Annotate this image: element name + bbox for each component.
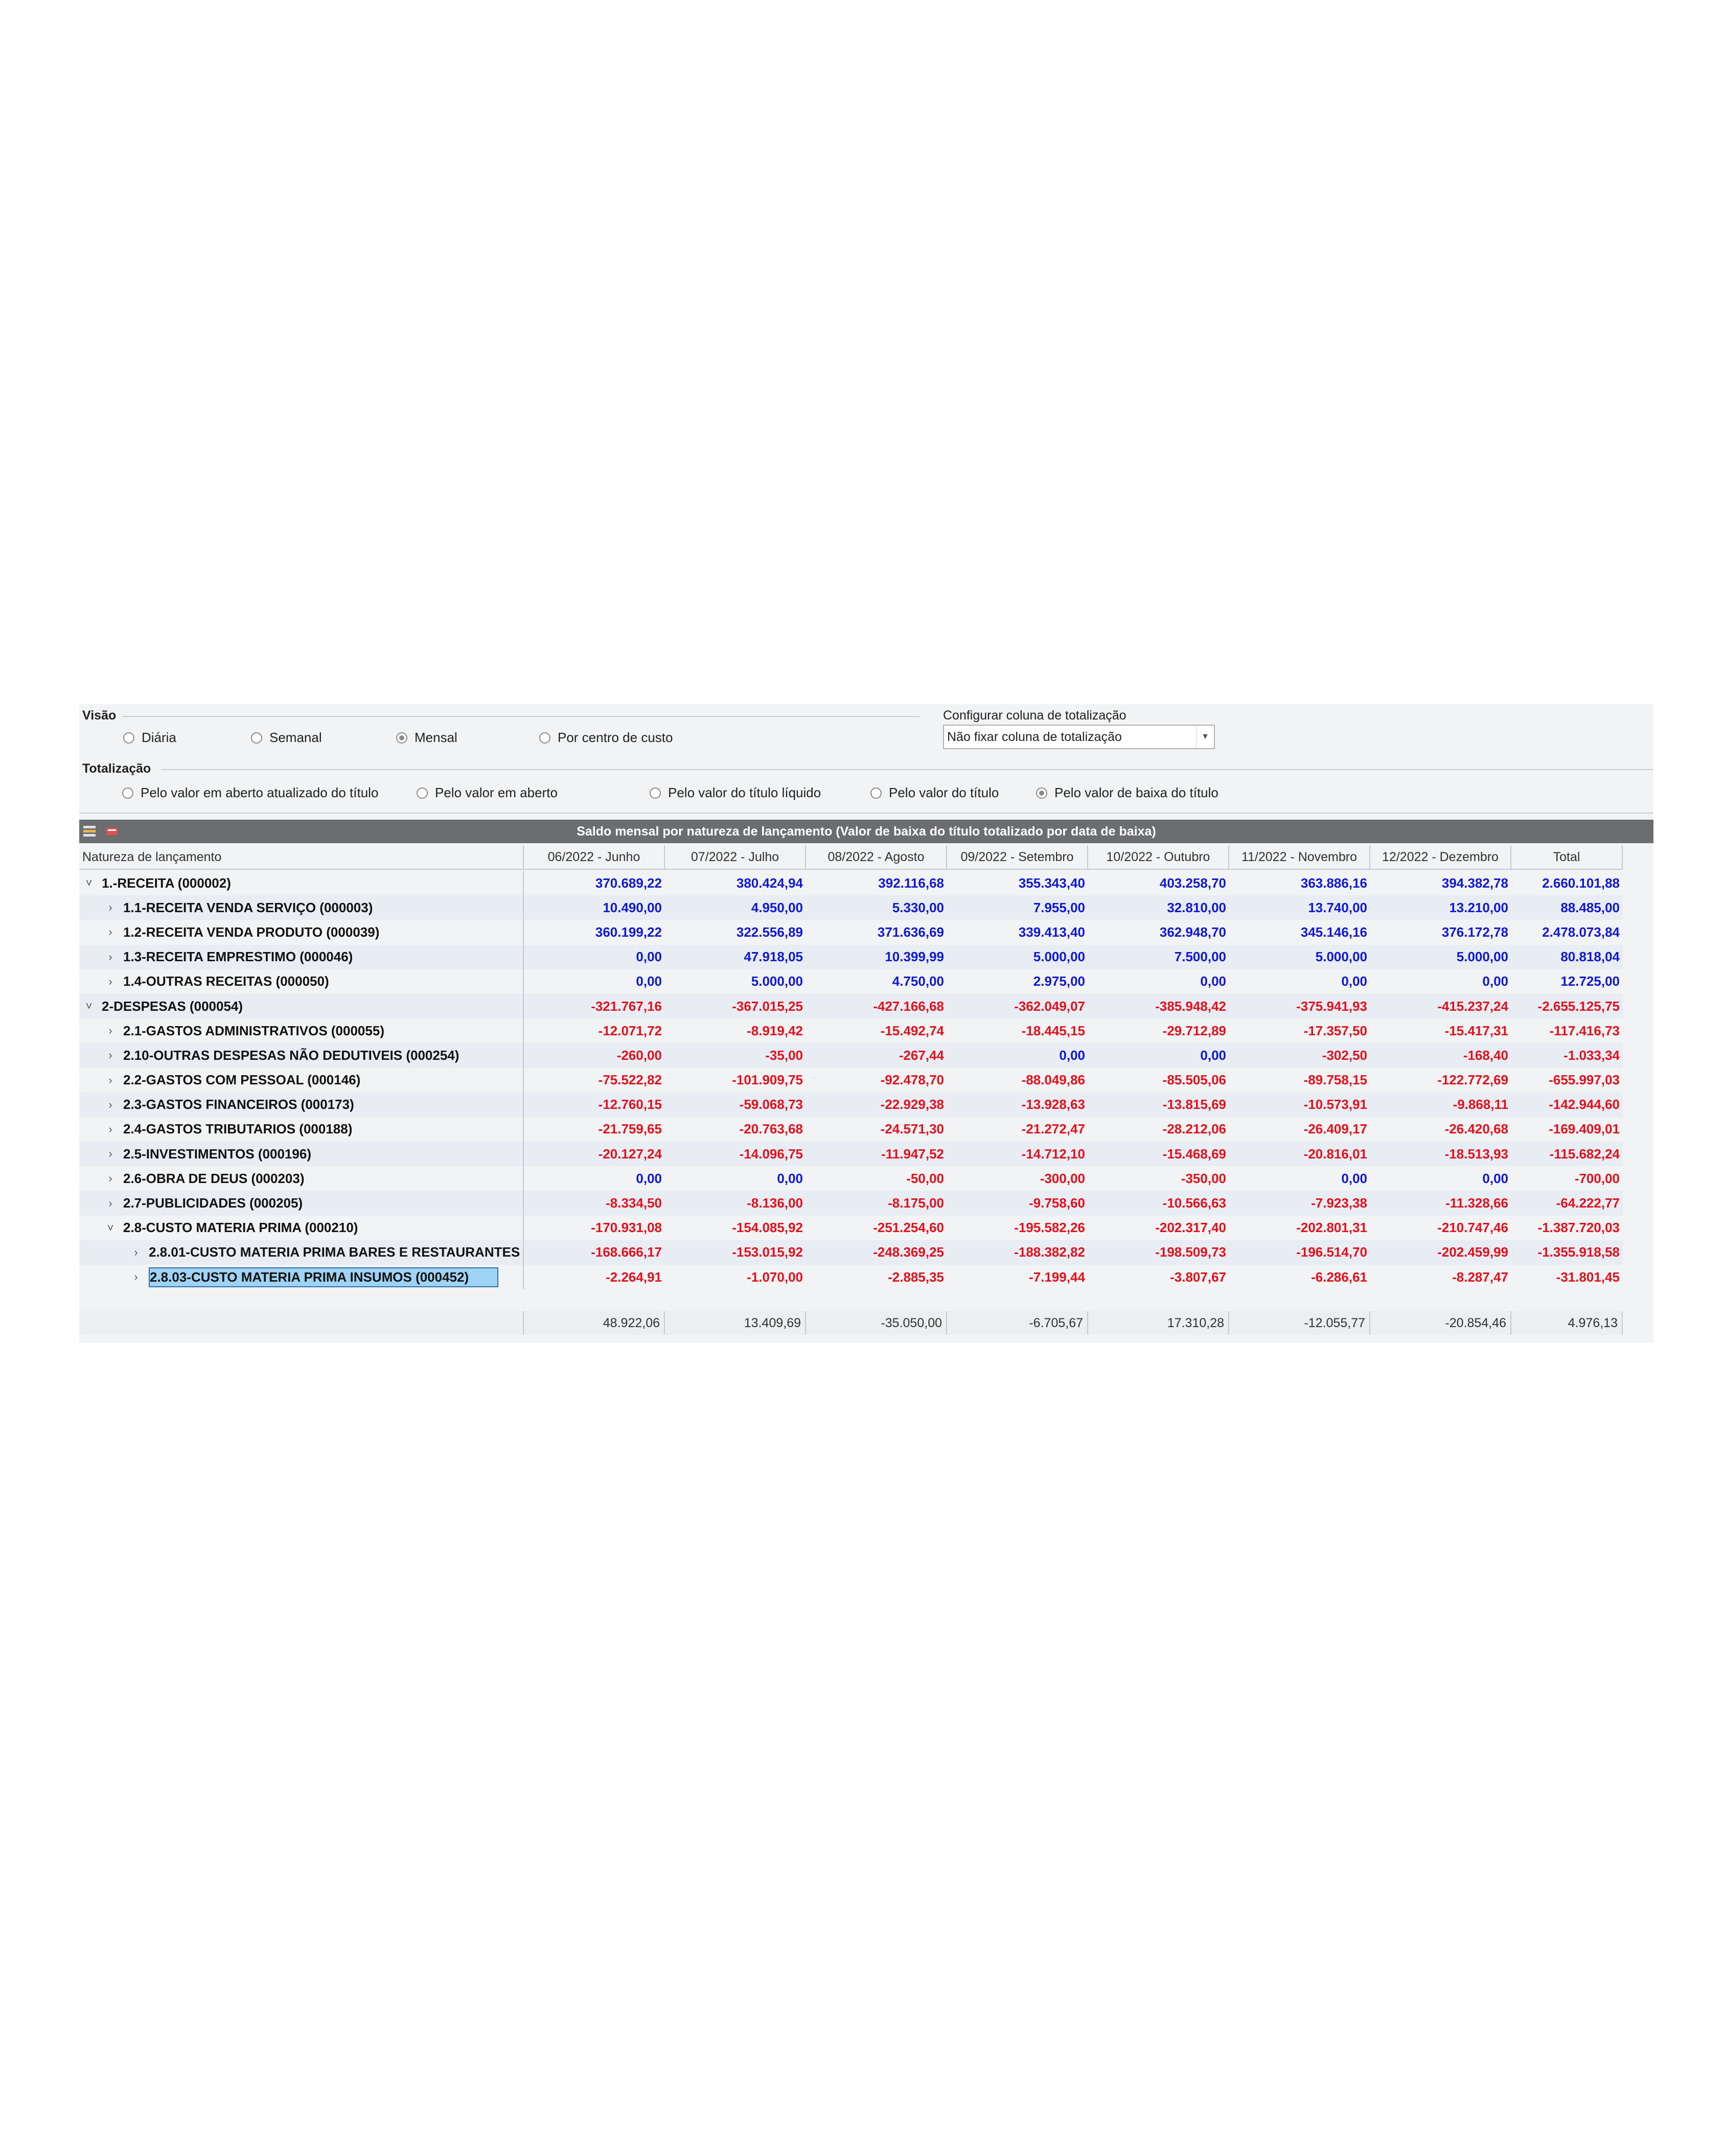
column-header-8[interactable]: Total — [1511, 845, 1623, 870]
value-cell: -1.387.720,03 — [1537, 1220, 1620, 1236]
value-cell: -375.941,93 — [1296, 998, 1367, 1014]
row-label-cell[interactable] — [79, 1142, 524, 1166]
value-cell: 2.660.101,88 — [1542, 875, 1620, 891]
value-cell: 0,00 — [1200, 1047, 1226, 1063]
radio-label: Mensal — [415, 730, 457, 745]
chevron-right-icon[interactable]: › — [108, 1073, 112, 1086]
value-cell: -10.566,63 — [1162, 1195, 1226, 1211]
visao-divider — [122, 716, 919, 717]
value-cell: 10.490,00 — [603, 899, 662, 915]
value-cell: -13.815,69 — [1162, 1097, 1226, 1112]
value-cell: -15.417,31 — [1444, 1023, 1508, 1038]
value-cell: -21.759,65 — [598, 1121, 662, 1137]
value-cell: 322.556,89 — [736, 924, 803, 940]
column-header-1[interactable]: 06/2022 - Junho — [524, 845, 665, 870]
radio-label: Pelo valor de baixa do título — [1054, 785, 1218, 800]
row-label-cell[interactable] — [79, 1240, 524, 1265]
radio-label: Pelo valor em aberto — [435, 785, 558, 800]
value-cell: 376.172,78 — [1441, 924, 1508, 940]
radio-label: Pelo valor do título — [889, 785, 999, 800]
value-cell: 5.000,00 — [1456, 949, 1508, 965]
radio-button-icon[interactable] — [539, 732, 550, 744]
chevron-down-icon[interactable]: ˅ — [107, 1221, 114, 1234]
value-cell: -300,00 — [1040, 1170, 1085, 1186]
row-label-cell[interactable] — [79, 969, 524, 994]
table-row[interactable] — [79, 1093, 1623, 1117]
value-cell: -15.468,69 — [1162, 1146, 1226, 1162]
row-label-cell[interactable] — [79, 1018, 524, 1043]
value-cell: -2.655.125,75 — [1537, 998, 1620, 1014]
value-cell: -122.772,69 — [1437, 1072, 1508, 1088]
value-cell: 0,00 — [1059, 1047, 1085, 1063]
footer-label-cell — [79, 1311, 524, 1335]
row-label: 2.5-INVESTIMENTOS (000196) — [123, 1146, 311, 1162]
radio-button-icon[interactable] — [1036, 787, 1047, 799]
value-cell: -350,00 — [1181, 1170, 1226, 1186]
table-row[interactable] — [79, 871, 1623, 895]
value-cell: -153.015,92 — [732, 1244, 803, 1260]
table-row[interactable] — [79, 969, 1623, 994]
row-label-cell[interactable] — [79, 1068, 524, 1093]
value-cell: -7.923,38 — [1311, 1195, 1367, 1211]
value-cell: 339.413,40 — [1018, 924, 1085, 940]
value-cell: -29.712,89 — [1162, 1023, 1226, 1038]
value-cell: -89.758,15 — [1303, 1072, 1367, 1088]
row-label-cell[interactable] — [79, 1216, 524, 1240]
row-label-cell[interactable] — [79, 994, 524, 1018]
value-cell: -248.369,25 — [873, 1244, 944, 1260]
value-cell: -260,00 — [616, 1047, 662, 1063]
value-cell: -12.071,72 — [598, 1023, 662, 1038]
value-cell: -8.175,00 — [888, 1195, 944, 1211]
value-cell: 0,00 — [1341, 973, 1367, 989]
radio-pelo-valor-em-aberto[interactable] — [417, 785, 558, 801]
chevron-right-icon[interactable]: › — [108, 975, 112, 988]
chevron-down-icon[interactable]: ▼ — [1196, 726, 1214, 748]
value-cell: -9.868,11 — [1453, 1097, 1508, 1112]
value-cell: 5.000,00 — [1033, 949, 1085, 965]
footer-total-cell: -6.705,67 — [947, 1311, 1088, 1335]
value-cell: -3.807,67 — [1170, 1269, 1226, 1285]
radio-button-icon[interactable] — [122, 787, 133, 799]
row-label: 1.1-RECEITA VENDA SERVIÇO (000003) — [123, 899, 373, 915]
row-label: 1.2-RECEITA VENDA PRODUTO (000039) — [123, 924, 380, 940]
chevron-right-icon[interactable]: › — [108, 1098, 112, 1111]
column-header-natureza[interactable]: Natureza de lançamento — [79, 845, 524, 870]
value-cell: -169.409,01 — [1549, 1121, 1620, 1137]
footer-total-cell: -12.055,77 — [1229, 1311, 1370, 1335]
value-cell: 0,00 — [777, 1170, 803, 1186]
value-cell: 7.955,00 — [1033, 899, 1085, 915]
chevron-right-icon[interactable]: › — [108, 1024, 112, 1037]
value-cell: -88.049,86 — [1021, 1072, 1085, 1088]
value-cell: 345.146,16 — [1300, 924, 1367, 940]
value-cell: -26.409,17 — [1303, 1121, 1367, 1137]
row-label-cell[interactable] — [79, 1166, 524, 1191]
totalizacao-divider — [161, 769, 1653, 770]
value-cell: -198.509,73 — [1155, 1244, 1226, 1260]
value-cell: -362.049,07 — [1014, 998, 1085, 1014]
value-cell: 360.199,22 — [595, 924, 662, 940]
value-cell: 2.478.073,84 — [1542, 924, 1620, 940]
value-cell: 0,00 — [1482, 1170, 1508, 1186]
table-row[interactable] — [79, 1018, 1623, 1043]
value-cell: -385.948,42 — [1155, 998, 1226, 1014]
chevron-right-icon[interactable]: › — [108, 1122, 112, 1135]
value-cell: -92.478,70 — [880, 1072, 944, 1088]
export-icon[interactable] — [105, 824, 119, 838]
footer-total-cell: 48.922,06 — [524, 1311, 665, 1335]
radio-button-icon[interactable] — [417, 787, 428, 799]
value-cell: -14.712,10 — [1021, 1146, 1085, 1162]
footer-total-cell: 4.976,13 — [1511, 1311, 1623, 1335]
value-cell: -202.459,99 — [1437, 1244, 1508, 1260]
value-cell: -168,40 — [1463, 1047, 1508, 1063]
value-cell: -251.254,60 — [873, 1220, 944, 1236]
value-cell: 0,00 — [636, 1170, 662, 1186]
chevron-down-icon[interactable]: ˅ — [85, 1000, 93, 1013]
column-header-6[interactable]: 11/2022 - Novembro — [1229, 845, 1370, 870]
value-cell: -9.758,60 — [1029, 1195, 1085, 1211]
table-row[interactable] — [79, 1117, 1623, 1142]
value-cell: -59.068,73 — [739, 1097, 803, 1112]
chevron-right-icon[interactable]: › — [108, 1172, 112, 1185]
value-cell: -35,00 — [765, 1047, 803, 1063]
row-label: 2-DESPESAS (000054) — [102, 998, 243, 1014]
table-row[interactable] — [79, 920, 1623, 944]
table-row[interactable] — [79, 1068, 1623, 1093]
row-label: 2.10-OUTRAS DESPESAS NÃO DEDUTIVEIS (000254) — [123, 1047, 459, 1063]
value-cell: -50,00 — [906, 1170, 944, 1186]
column-header-7[interactable]: 12/2022 - Dezembro — [1370, 845, 1511, 870]
value-cell: -267,44 — [899, 1047, 944, 1063]
value-cell: 403.258,70 — [1159, 875, 1226, 891]
value-cell: -700,00 — [1574, 1170, 1620, 1186]
value-cell: 0,00 — [636, 973, 662, 989]
footer-total-cell: -20.854,46 — [1370, 1311, 1511, 1335]
column-header-5[interactable]: 10/2022 - Outubro — [1088, 845, 1229, 870]
value-cell: -196.514,70 — [1296, 1244, 1367, 1260]
value-cell: -210.747,46 — [1437, 1220, 1508, 1236]
value-cell: -18.445,15 — [1021, 1023, 1085, 1038]
value-cell: -655.997,03 — [1549, 1072, 1620, 1088]
value-cell: 32.810,00 — [1167, 899, 1226, 915]
value-cell: 380.424,94 — [736, 875, 803, 891]
value-cell: 4.950,00 — [751, 899, 803, 915]
grid-footer — [79, 1311, 1623, 1335]
value-cell: 13.210,00 — [1449, 899, 1508, 915]
table-row[interactable] — [79, 1043, 1623, 1068]
row-label: 2.3-GASTOS FINANCEIROS (000173) — [123, 1097, 354, 1112]
chevron-right-icon[interactable]: › — [108, 901, 112, 914]
value-cell: -24.571,30 — [880, 1121, 944, 1137]
chevron-right-icon[interactable]: › — [134, 1245, 138, 1259]
footer-total-cell: 13.409,69 — [665, 1311, 806, 1335]
radio-pelo-valor-de-baixa-do-t-tulo[interactable] — [1036, 785, 1218, 801]
radio-di-ria[interactable] — [123, 730, 176, 746]
value-cell: 5.330,00 — [892, 899, 944, 915]
value-cell: -15.492,74 — [880, 1023, 944, 1038]
value-cell: -7.199,44 — [1029, 1269, 1085, 1285]
radio-button-icon[interactable] — [396, 732, 407, 744]
row-label: 2.7-PUBLICIDADES (000205) — [123, 1195, 303, 1211]
radio-label: Pelo valor em aberto atualizado do título — [141, 785, 379, 800]
value-cell: 2.975,00 — [1033, 973, 1085, 989]
visao-title: Visão — [82, 708, 117, 723]
row-label-cell[interactable] — [79, 1191, 524, 1215]
grid-settings-icon[interactable] — [82, 824, 97, 838]
grid-top-divider — [79, 813, 1653, 814]
radio-button-icon[interactable] — [251, 732, 262, 744]
value-cell: -26.420,68 — [1444, 1121, 1508, 1137]
value-cell: -202.801,31 — [1296, 1220, 1367, 1236]
value-cell: -168.666,17 — [591, 1244, 662, 1260]
value-cell: -427.166,68 — [873, 998, 944, 1014]
row-label: 2.8.01-CUSTO MATERIA PRIMA BARES E RESTAURANTES — [149, 1244, 520, 1260]
value-cell: -142.944,60 — [1549, 1097, 1620, 1112]
footer-total-cell: 17.310,28 — [1088, 1311, 1229, 1335]
totalizacao-title: Totalização — [82, 761, 151, 776]
value-cell: -188.382,82 — [1014, 1244, 1085, 1260]
value-cell: 5.000,00 — [751, 973, 803, 989]
value-cell: -14.096,75 — [739, 1146, 803, 1162]
value-cell: -6.286,61 — [1311, 1269, 1367, 1285]
value-cell: -64.222,77 — [1556, 1195, 1620, 1211]
value-cell: 7.500,00 — [1174, 949, 1226, 965]
row-label: 2.2-GASTOS COM PESSOAL (000146) — [123, 1072, 361, 1088]
row-label: 2.4-GASTOS TRIBUTARIOS (000188) — [123, 1121, 353, 1137]
radio-mensal[interactable] — [396, 730, 457, 746]
row-label: 1.4-OUTRAS RECEITAS (000050) — [123, 973, 329, 989]
radio-label: Por centro de custo — [558, 730, 673, 745]
value-cell: -18.513,93 — [1444, 1146, 1508, 1162]
value-cell: -8.919,42 — [747, 1023, 803, 1038]
chevron-right-icon[interactable]: › — [108, 1147, 112, 1161]
radio-label: Diária — [142, 730, 176, 745]
value-cell: 88.485,00 — [1560, 899, 1620, 915]
chevron-right-icon[interactable]: › — [108, 1196, 112, 1210]
chevron-right-icon[interactable]: › — [108, 1049, 112, 1062]
row-label: 2.1-GASTOS ADMINISTRATIVOS (000055) — [123, 1023, 384, 1038]
value-cell: -1.355.918,58 — [1537, 1244, 1620, 1260]
value-cell: -17.357,50 — [1303, 1023, 1367, 1038]
table-row[interactable] — [79, 1166, 1623, 1191]
row-label-cell[interactable] — [79, 1117, 524, 1142]
value-cell: -195.582,26 — [1014, 1220, 1085, 1236]
value-cell: 4.750,00 — [892, 973, 944, 989]
value-cell: 392.116,68 — [878, 875, 944, 891]
value-cell: -21.272,47 — [1021, 1121, 1085, 1137]
row-label: 1.3-RECEITA EMPRESTIMO (000046) — [123, 949, 353, 965]
radio-button-icon[interactable] — [650, 787, 661, 799]
value-cell: 10.399,99 — [885, 949, 944, 965]
chevron-right-icon[interactable]: › — [108, 925, 112, 939]
value-cell: -13.928,63 — [1021, 1097, 1085, 1112]
config-title: Configurar coluna de totalização — [943, 708, 1126, 723]
radio-semanal[interactable] — [251, 730, 322, 746]
radio-label: Pelo valor do título líquido — [668, 785, 821, 800]
value-cell: -101.909,75 — [732, 1072, 803, 1088]
value-cell: -202.317,40 — [1155, 1220, 1226, 1236]
row-label-cell[interactable] — [79, 945, 524, 969]
value-cell: -302,50 — [1322, 1047, 1367, 1063]
radio-pelo-valor-em-aberto-atualizado-do-t-tulo[interactable] — [122, 785, 378, 801]
row-label-cell[interactable] — [79, 871, 524, 895]
row-label: 1.-RECEITA (000002) — [102, 875, 231, 891]
value-cell: -117.416,73 — [1549, 1023, 1620, 1038]
grid-title: Saldo mensal por natureza de lançamento (Valor de baixa do título totalizado por data de baixa) — [577, 824, 1156, 839]
value-cell: -75.522,82 — [598, 1072, 662, 1088]
radio-label: Semanal — [269, 730, 322, 745]
row-label-cell[interactable] — [79, 895, 524, 920]
value-cell: 370.689,22 — [595, 875, 662, 891]
row-label: 2.8-CUSTO MATERIA PRIMA (000210) — [123, 1220, 358, 1236]
radio-pelo-valor-do-t-tulo-l-quido[interactable] — [650, 785, 821, 801]
table-row[interactable] — [79, 1240, 1623, 1265]
value-cell: -1.070,00 — [747, 1269, 803, 1285]
column-header-3[interactable]: 08/2022 - Agosto — [806, 845, 947, 870]
value-cell: -8.136,00 — [747, 1195, 803, 1211]
column-header-4[interactable]: 09/2022 - Setembro — [947, 845, 1088, 870]
value-cell: 0,00 — [636, 949, 662, 965]
row-label-cell[interactable] — [79, 1265, 524, 1289]
table-row[interactable] — [79, 1191, 1623, 1215]
value-cell: -154.085,92 — [732, 1220, 803, 1236]
row-label: 2.8.03-CUSTO MATERIA PRIMA INSUMOS (000452) — [149, 1267, 498, 1287]
row-label: 2.6-OBRA DE DEUS (000203) — [123, 1170, 305, 1186]
totalization-column-select[interactable] — [943, 725, 1215, 749]
value-cell: 0,00 — [1482, 973, 1508, 989]
value-cell: 0,00 — [1341, 1170, 1367, 1186]
radio-pelo-valor-do-t-tulo[interactable] — [870, 785, 999, 801]
value-cell: -11.328,66 — [1445, 1195, 1508, 1211]
value-cell: -10.573,91 — [1303, 1097, 1367, 1112]
table-row[interactable] — [79, 895, 1623, 920]
financial-report-panel — [79, 704, 1653, 1343]
chevron-right-icon[interactable]: › — [108, 950, 112, 963]
value-cell: -28.212,06 — [1162, 1121, 1226, 1137]
value-cell: -12.760,15 — [598, 1097, 662, 1112]
value-cell: 0,00 — [1200, 973, 1226, 989]
value-cell: -2.264,91 — [606, 1269, 662, 1285]
value-cell: 13.740,00 — [1308, 899, 1367, 915]
value-cell: -8.287,47 — [1452, 1269, 1508, 1285]
value-cell: 394.382,78 — [1441, 875, 1508, 891]
value-cell: -170.931,08 — [591, 1220, 662, 1236]
value-cell: -2.885,35 — [888, 1269, 944, 1285]
value-cell: -31.801,45 — [1556, 1269, 1620, 1285]
value-cell: -20.127,24 — [598, 1146, 662, 1162]
value-cell: -22.929,38 — [880, 1097, 944, 1112]
value-cell: 355.343,40 — [1018, 875, 1085, 891]
value-cell: 363.886,16 — [1300, 875, 1367, 891]
grid-title-bar — [79, 820, 1653, 843]
value-cell: -11.947,52 — [881, 1146, 944, 1162]
grid-header — [79, 845, 1623, 870]
value-cell: -85.505,06 — [1162, 1072, 1226, 1088]
value-cell: 5.000,00 — [1315, 949, 1367, 965]
chevron-down-icon[interactable]: ˅ — [85, 876, 93, 890]
footer-total-cell: -35.050,00 — [806, 1311, 947, 1335]
value-cell: 371.636,69 — [877, 924, 944, 940]
value-cell: 362.948,70 — [1159, 924, 1226, 940]
radio-por-centro-de-custo[interactable] — [539, 730, 673, 746]
value-cell: -415.237,24 — [1437, 998, 1508, 1014]
value-cell: -367.015,25 — [732, 998, 803, 1014]
value-cell: -8.334,50 — [606, 1195, 662, 1211]
value-cell: 80.818,04 — [1560, 949, 1620, 965]
column-header-2[interactable]: 07/2022 - Julho — [665, 845, 806, 870]
chevron-right-icon[interactable]: › — [134, 1270, 138, 1284]
value-cell: -1.033,34 — [1563, 1047, 1620, 1063]
radio-button-icon[interactable] — [123, 732, 134, 744]
table-row[interactable] — [79, 994, 1623, 1018]
table-row[interactable] — [79, 1265, 1623, 1289]
table-row[interactable] — [79, 1216, 1623, 1240]
table-row[interactable] — [79, 1142, 1623, 1166]
grid-body — [79, 871, 1623, 1289]
value-cell: -20.816,01 — [1303, 1146, 1367, 1162]
row-label-cell[interactable] — [79, 1093, 524, 1117]
row-label-cell[interactable] — [79, 920, 524, 944]
value-cell: -115.682,24 — [1549, 1146, 1620, 1162]
value-cell: -321.767,16 — [591, 998, 662, 1014]
value-cell: 12.725,00 — [1560, 973, 1620, 989]
combo-value: Não fixar coluna de totalização — [947, 729, 1122, 744]
value-cell: 47.918,05 — [744, 949, 803, 965]
radio-button-icon[interactable] — [870, 787, 882, 799]
table-row[interactable] — [79, 945, 1623, 969]
value-cell: -20.763,68 — [739, 1121, 803, 1137]
row-label-cell[interactable] — [79, 1043, 524, 1068]
